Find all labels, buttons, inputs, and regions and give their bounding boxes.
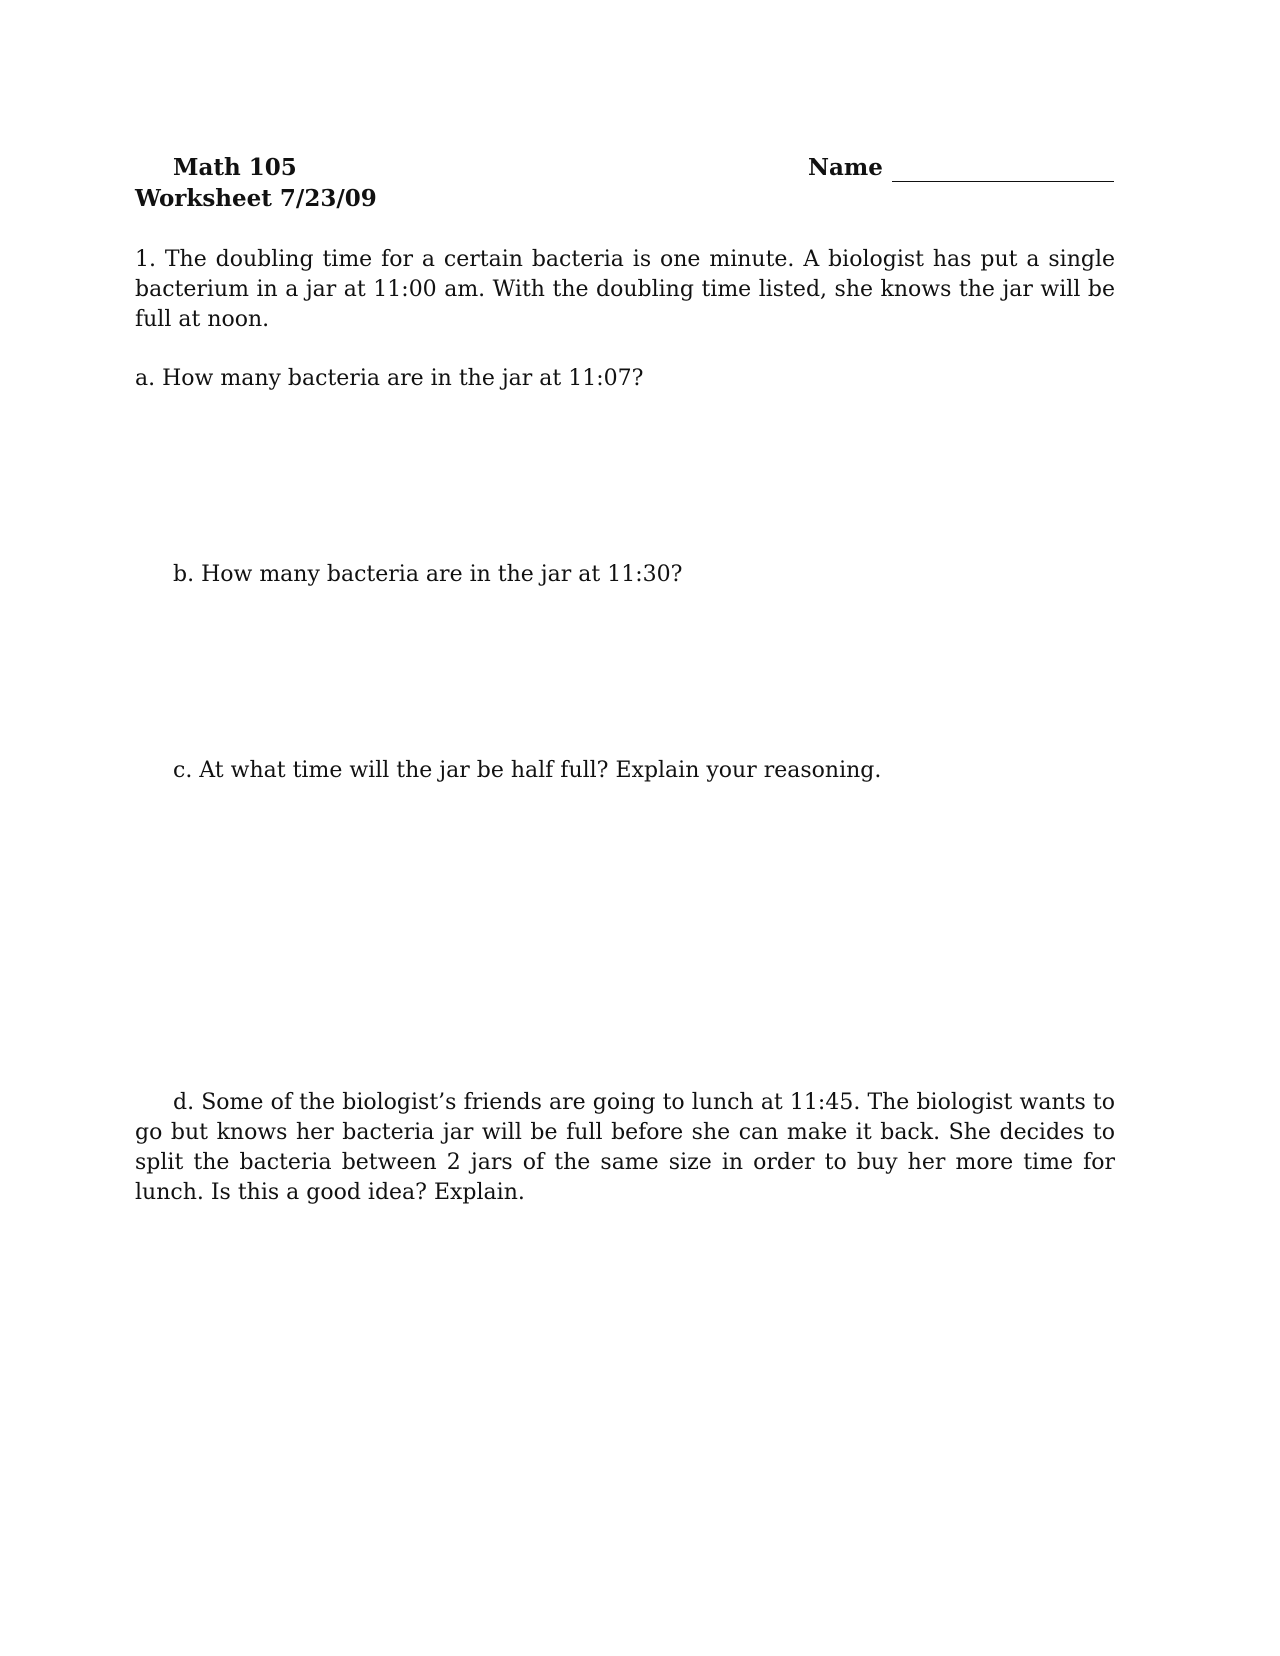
question-d: d. Some of the biologist’s friends are going to lunch at 11:45. The biologist wants to go but knows her bacteria jar will be full before she can make it back. She decides to split the bacteria between 2 jars of the same size in order to buy her more time for lunch. Is this a good idea? Explain. — [135, 1090, 1115, 1205]
question-a: a. How many bacteria are in the jar at 11:07? — [135, 366, 644, 391]
answer-space-c[interactable] — [135, 792, 1115, 1072]
answer-space-a[interactable] — [135, 400, 1115, 550]
problem-1-intro: 1. The doubling time for a certain bacteria is one minute. A biologist has put a single bacterium in a jar at 11:00 am. With the doubling time listed, she knows the jar will be full at noon. — [135, 247, 1115, 332]
question-c: c. At what time will the jar be half full? Explain your reasoning. — [173, 758, 882, 783]
course-title: Math 105 — [173, 154, 297, 181]
question-b: b. How many bacteria are in the jar at 11:30? — [173, 562, 683, 587]
name-label: Name — [808, 154, 883, 181]
worksheet-date-title: Worksheet 7/23/09 — [135, 185, 377, 212]
answer-space-b[interactable] — [135, 596, 1115, 746]
name-blank-line[interactable] — [892, 181, 1114, 182]
answer-space-d[interactable] — [135, 1216, 1115, 1616]
